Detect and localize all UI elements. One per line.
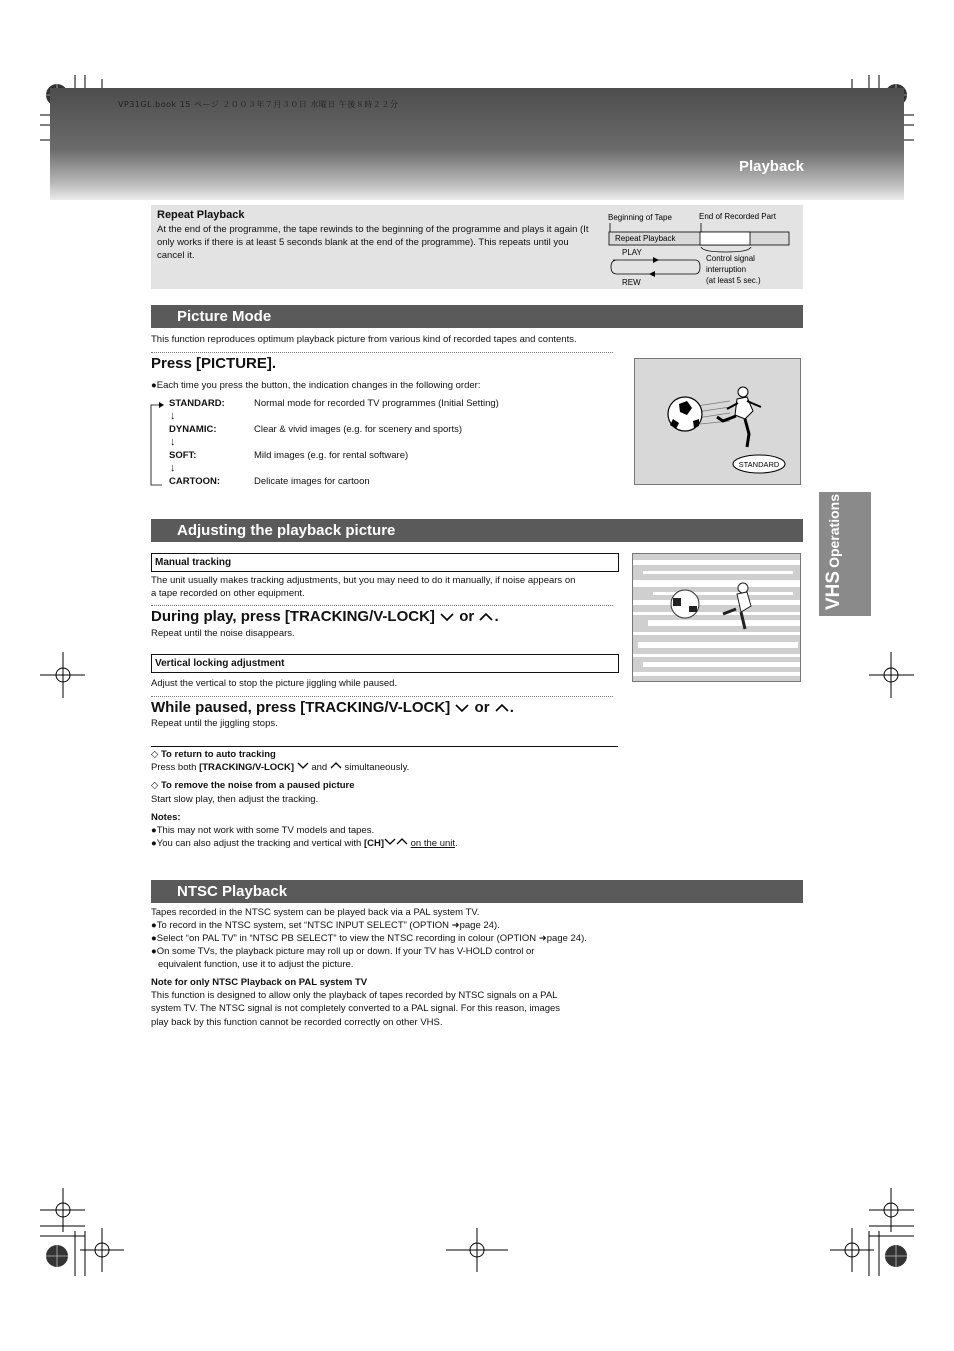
down-arrow-icon: ↓ (170, 462, 176, 474)
tracking-step-1: During play, press [TRACKING/V-LOCK] or . (151, 608, 499, 625)
chevron-down-icon (439, 611, 455, 623)
picture-mode-intro: This function reproduces optimum playback picture from various kind of recorded tapes and contents. (151, 334, 577, 345)
noise-head: ◇ To remove the noise from a paused picture (151, 780, 355, 791)
ntsc-line-2: ●To record in the NTSC system, set “NTSC INPUT SELECT” (OPTION ➜page 24). (151, 920, 500, 931)
repeat-playback-title: Repeat Playback (157, 209, 245, 221)
ntsc-line-3: ●Select “on PAL TV” in “NTSC PB SELECT” to view the NTSC recording in colour (OPTION ➜page 24). (151, 933, 587, 944)
chevron-down-icon (454, 702, 470, 714)
ntsc-note-2: system TV. The NTSC signal is not completely converted to a PAL signal. For this reason, images (151, 1003, 561, 1014)
chevron-down-icon (297, 761, 309, 770)
chevron-up-icon (330, 761, 342, 770)
divider (151, 352, 613, 353)
auto-tracking-head: ◇ To return to auto tracking (151, 749, 276, 760)
picture-mode-bar: Picture Mode (151, 305, 803, 328)
ntsc-line-1: Tapes recorded in the NTSC system can be played back via a PAL system TV. (151, 907, 480, 918)
vertical-locking-head: Vertical locking adjustment (151, 654, 619, 673)
press-picture-step: Press [PICTURE]. (151, 355, 277, 372)
ntsc-line-4a: ●On some TVs, the playback picture may roll up or down. If your TV has V-HOLD control or (151, 946, 535, 957)
divider (151, 696, 613, 697)
rule (151, 746, 618, 747)
vhs-label: VHS (823, 570, 844, 610)
manual-tracking-head: Manual tracking (151, 553, 619, 572)
auto-tracking-text: Press both [TRACKING/V-LOCK] and simultaneously. (151, 762, 410, 773)
diagram-end-label: End of Recorded Part (699, 212, 776, 221)
picture-mode-bullet: ●Each time you press the button, the indication changes in the following order: (151, 380, 481, 391)
repeat-playback-diagram (603, 207, 799, 287)
diamond-icon: ◇ (151, 749, 161, 760)
chevron-pair-icon (384, 837, 408, 846)
diagram-control-1: Control signal (706, 254, 755, 263)
noisy-picture-illustration (632, 553, 801, 682)
ntsc-note-head: Note for only NTSC Playback on PAL system TV (151, 977, 368, 988)
book-line: VP31GL.book 15 ページ ２００３年７月３０日 水曜日 午後８時２２分 (118, 100, 399, 109)
step1-note: Repeat until the noise disappears. (151, 628, 295, 639)
diamond-icon: ◇ (151, 780, 161, 791)
diagram-beginning-label: Beginning of Tape (608, 213, 672, 222)
adjusting-bar: Adjusting the playback picture (151, 519, 803, 542)
manual-tracking-text-1: The unit usually makes tracking adjustments, but you may need to do it manually, if noise appears on (151, 575, 576, 586)
notes-head: Notes: (151, 812, 181, 823)
operations-label: Operations (826, 494, 842, 568)
step2-note: Repeat until the jiggling stops. (151, 718, 278, 729)
cycle-arrow (150, 397, 170, 492)
vertical-locking-text: Adjust the vertical to stop the picture jiggling while paused. (151, 678, 398, 689)
tracking-step-2: While paused, press [TRACKING/V-LOCK] or . (151, 699, 514, 716)
repeat-playback-text: At the end of the programme, the tape rewinds to the beginning of the programme and plays it again (It only works if there is at least 5 seconds blank at the end of the programme). This repeats until you cancel it. (157, 224, 589, 261)
repeat-playback-box (151, 205, 803, 289)
diagram-control-3: (at least 5 sec.) (706, 276, 761, 285)
soccer-illustration (634, 358, 801, 485)
down-arrow-icon: ↓ (170, 410, 176, 422)
mode-list: STANDARD: Normal mode for recorded TV programmes (Initial Setting) ↓ DYNAMIC: Clear & vivid images (e.g. for scenery and sports) ↓ SOFT: Mild images (e.g. for rental software) ↓ CARTOON: Delicate images for cartoon (150, 397, 570, 492)
ntsc-note-1: This function is designed to allow only the playback of tapes recorded by NTSC signals on a PAL (151, 990, 558, 1001)
ntsc-note-3: play back by this function cannot be recorded correctly on other VHS. (151, 1017, 443, 1028)
vhs-operations-tab (819, 492, 871, 616)
ntsc-line-4b: equivalent function, use it to adjust the picture. (158, 959, 354, 970)
divider (151, 605, 613, 606)
diagram-bar-label: Repeat Playback (615, 234, 676, 243)
section-title: Playback (738, 158, 804, 175)
page-header (50, 88, 904, 200)
chevron-up-icon (478, 611, 494, 623)
noise-text: Start slow play, then adjust the tracking. (151, 794, 319, 805)
diagram-play-label: PLAY (622, 248, 642, 257)
note-2: ●You can also adjust the tracking and vertical with [CH] on the unit. (151, 838, 458, 849)
ntsc-bar: NTSC Playback (151, 880, 803, 903)
note-1: ●This may not work with some TV models and tapes. (151, 825, 375, 836)
down-arrow-icon: ↓ (170, 436, 176, 448)
chevron-up-icon (494, 702, 510, 714)
standard-badge: STANDARD (738, 460, 780, 469)
diagram-rew-label: REW (622, 278, 641, 287)
diagram-control-2: interruption (706, 265, 747, 274)
manual-tracking-text-2: a tape recorded on other equipment. (151, 588, 305, 599)
